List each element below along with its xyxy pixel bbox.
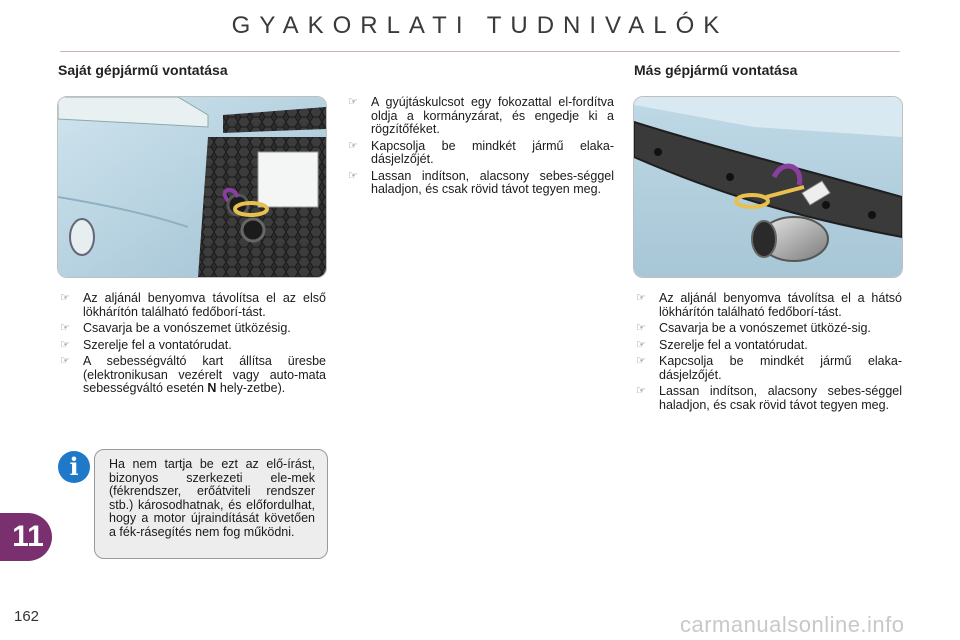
section-title-own-vehicle: Saját gépjármű vontatása (58, 62, 228, 78)
chapter-tab: 11 (0, 513, 52, 561)
page-title: GYAKORLATI TUDNIVALÓK (231, 12, 729, 39)
watermark: carmanualsonline.info (680, 612, 905, 637)
header-divider (60, 51, 900, 52)
pointing-hand-icon: ☞ (636, 355, 646, 367)
pointing-hand-icon: ☞ (636, 322, 646, 334)
rear-bumper-photo (633, 96, 903, 278)
pointing-hand-icon: ☞ (60, 338, 70, 351)
list-item: ☞ Szerelje fel a vontatórudat. (60, 337, 232, 352)
list-item: ☞ Kapcsolja be mindkét jármű elaka-dásjelzőjét. (636, 354, 902, 382)
list-item: ☞ Az aljánál benyomva távolítsa el az első lökhárítón található fedőborí-tást. (60, 291, 326, 319)
list-item: ☞ Lassan indítson, alacsony sebes-séggel haladjon, és csak rövid távot tegyen meg. (348, 168, 614, 196)
pointing-hand-icon: ☞ (348, 96, 358, 108)
list-item: ☞ Lassan indítson, alacsony sebes-séggel haladjon, és csak rövid távot tegyen meg. (636, 384, 902, 412)
front-towing-steps (58, 292, 326, 399)
pointing-hand-icon: ☞ (60, 322, 70, 334)
pointing-hand-icon: ☞ (348, 139, 358, 152)
pointing-hand-icon: ☞ (60, 292, 70, 304)
rear-bumper-illustration (634, 97, 902, 277)
pointing-hand-icon: ☞ (636, 338, 646, 351)
gear-position-n: N (207, 381, 217, 395)
list-item: ☞ Az aljánál benyomva távolítsa el a hátsó lökhárítón található fedőborí-tást. (636, 291, 902, 319)
list-item: ☞ Csavarja be a vonószemet ütközé-sig. (636, 321, 871, 335)
page-number: 162 (14, 608, 40, 625)
list-item: ☞ Kapcsolja be mindkét jármű elaka-dásjelzőjét. (348, 138, 614, 166)
warning-note-box (94, 449, 328, 559)
list-item: ☞ Szerelje fel a vontatórudat. (636, 337, 808, 352)
list-item: ☞ A gyújtáskulcsot egy fokozattal el-fordítva oldja a kormányzárat, és engedje ki a rögzítőféket. (348, 95, 614, 136)
pointing-hand-icon: ☞ (636, 385, 646, 397)
front-bumper-illustration (58, 97, 326, 277)
general-towing-steps (346, 96, 614, 200)
rear-towing-steps (634, 292, 902, 415)
list-item: ☞ A sebességváltó kart állítsa üresbe (elektronikusan vezérelt vagy auto-mata sebességváltó esetén N hely-zetbe). (60, 354, 326, 395)
pointing-hand-icon: ☞ (60, 355, 70, 367)
warning-note-text: Ha nem tartja be ezt az elő-írást, bizonyos szerkezeti ele-mek (fékrendszer, erőátviteli rendszer stb.) károsodhatnak, és előfordulhat, hogy a motor újraindítását követően a fék-rásegítés nem fog működni. (109, 457, 315, 539)
pointing-hand-icon: ☞ (348, 169, 358, 182)
list-item: ☞ Csavarja be a vonószemet ütközésig. (60, 321, 291, 335)
front-bumper-photo (57, 96, 327, 278)
section-title-other-vehicle: Más gépjármű vontatása (634, 62, 798, 78)
pointing-hand-icon: ☞ (636, 292, 646, 304)
info-icon: i (58, 451, 90, 483)
